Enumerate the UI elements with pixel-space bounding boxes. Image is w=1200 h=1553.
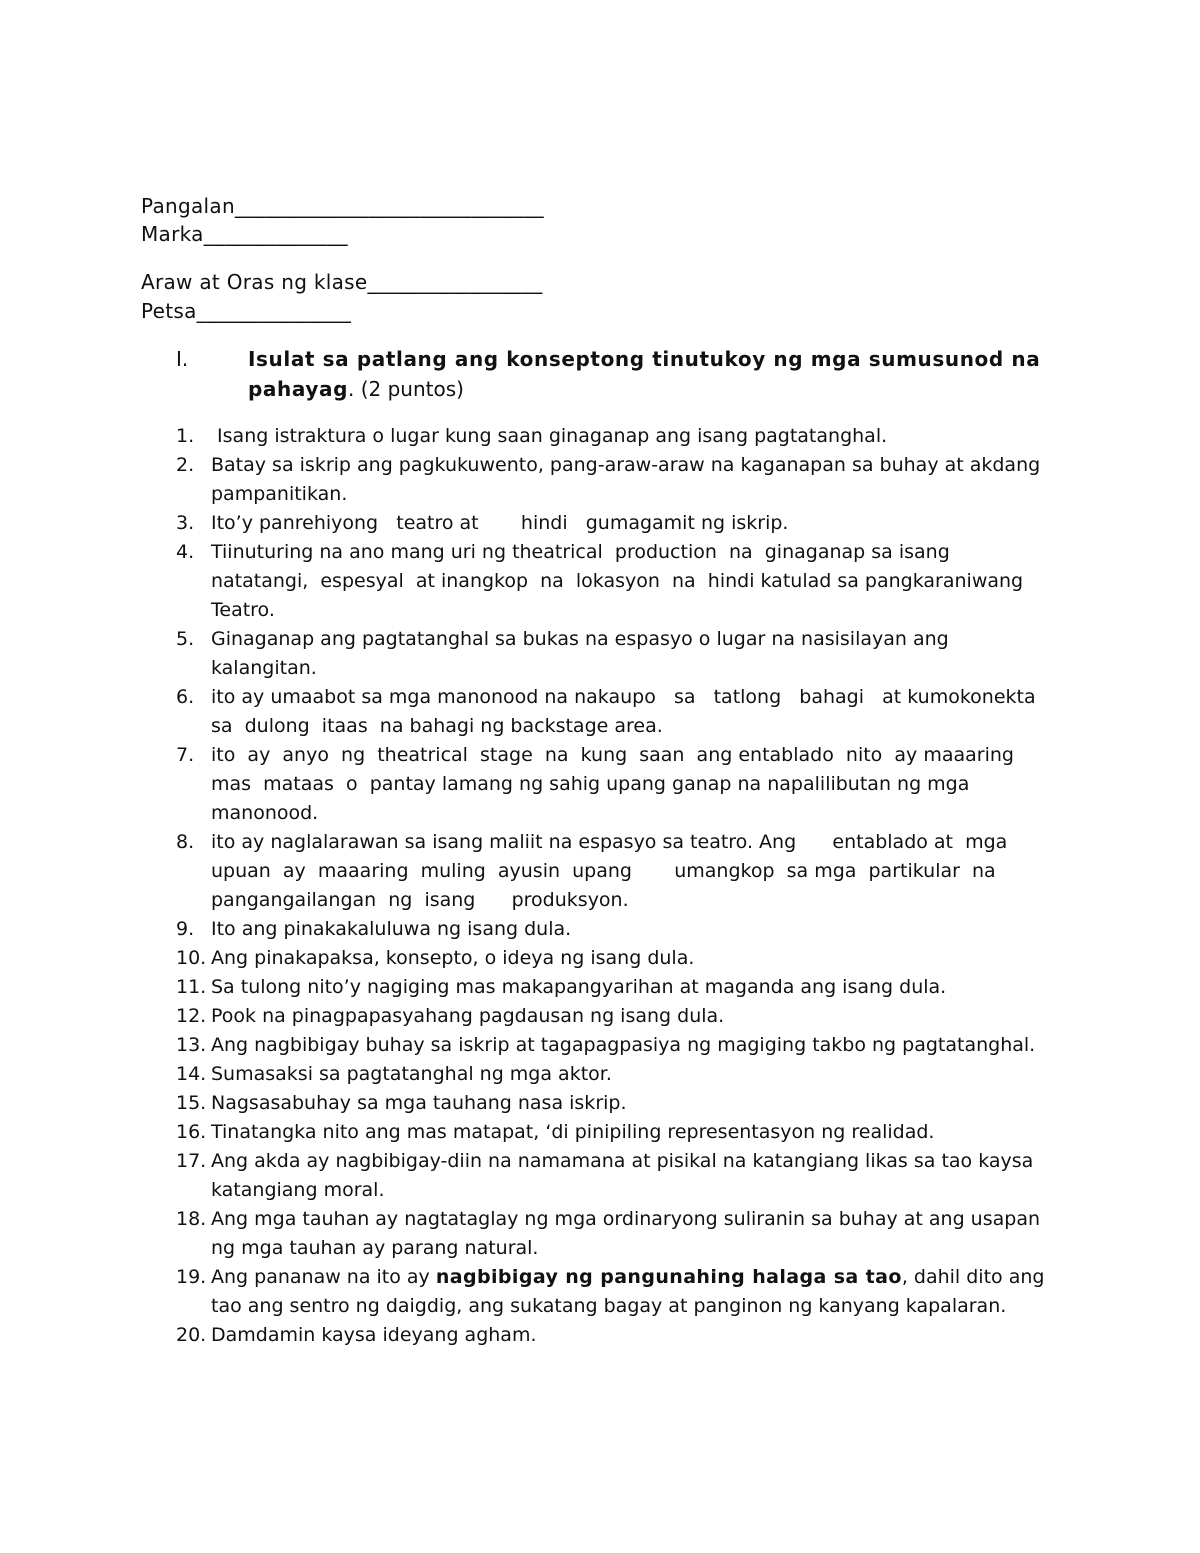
question-list	[176, 422, 1056, 1350]
question-item	[176, 1060, 1056, 1089]
question-number: 12.	[176, 1005, 207, 1027]
question-number: 13.	[176, 1034, 207, 1056]
question-text: ito ay anyo ng theatrical stage na kung saan ang entablado nito ay maaaring mas mataas o pantay lamang ng sahig upang ganap na napalilibutan ng mga manonood.	[211, 744, 1027, 824]
question-item	[176, 1031, 1056, 1060]
question-number: 4.	[176, 541, 195, 563]
question-item	[176, 915, 1056, 944]
section-numeral: I.	[176, 347, 189, 371]
question-number: 19.	[176, 1266, 207, 1288]
question-number: 16.	[176, 1121, 207, 1143]
question-number: 11.	[176, 976, 207, 998]
question-item	[176, 451, 1056, 509]
question-text: Nagsasabuhay sa mga tauhang nasa iskrip.	[211, 1092, 627, 1114]
question-text: Ang nagbibigay buhay sa iskrip at tagapagpasiya ng magiging takbo ng pagtatanghal.	[211, 1034, 1036, 1056]
question-item	[176, 422, 1056, 451]
araw-oras-field: Araw at Oras ng klase_________________	[141, 270, 543, 294]
question-text: ito ay naglalarawan sa isang maliit na espasyo sa teatro. Ang entablado at mga upuan ay maaaring muling ayusin upang umangkop sa mga partikular na pangangailangan ng isang produksyon.	[211, 831, 1020, 911]
question-item	[176, 1147, 1056, 1205]
question-item	[176, 828, 1056, 915]
question-number: 7.	[176, 744, 195, 766]
question-text: Sa tulong nito’y nagiging mas makapangyarihan at maganda ang isang dula.	[211, 976, 947, 998]
question-item	[176, 1205, 1056, 1263]
question-text: Damdamin kaysa ideyang agham.	[211, 1324, 537, 1346]
question-text-bold: nagbibigay ng pangunahing halaga sa tao	[435, 1266, 902, 1288]
question-number: 8.	[176, 831, 195, 853]
question-text: Tiinuturing na ano mang uri ng theatrical production na ginaganap sa isang natatangi, espesyal at inangkop na lokasyon na hindi katulad sa pangkaraniwang Teatro.	[211, 541, 1030, 621]
question-number: 18.	[176, 1208, 207, 1230]
question-text: Tinatangka nito ang mas matapat, ‘di pinipiling representasyon ng realidad.	[211, 1121, 935, 1143]
question-number: 3.	[176, 512, 195, 534]
question-text: Ang akda ay nagbibigay-diin na namamana at pisikal na katangiang likas sa tao kaysa katangiang moral.	[211, 1150, 1040, 1201]
question-text: Ito’y panrehiyong teatro at hindi gumagamit ng iskrip.	[211, 512, 789, 534]
question-number: 14.	[176, 1063, 207, 1085]
question-item	[176, 1089, 1056, 1118]
question-text: Ang mga tauhan ay nagtataglay ng mga ordinaryong suliranin sa buhay at ang usapan ng mga tauhan ay parang natural.	[211, 1208, 1047, 1259]
question-number: 1.	[176, 425, 195, 447]
instruction-bold: Isulat sa patlang ang konseptong tinutukoy ng mga sumusunod na pahayag	[248, 347, 1041, 401]
question-text: Ito ang pinakakaluluwa ng isang dula.	[211, 918, 572, 940]
question-item	[176, 683, 1056, 741]
question-item	[176, 1118, 1056, 1147]
question-text: Ang pinakapaksa, konsepto, o ideya ng isang dula.	[211, 947, 695, 969]
instruction-rest: . (2 puntos)	[347, 377, 464, 401]
question-text: Batay sa iskrip ang pagkukuwento, pang-araw-araw na kaganapan sa buhay at akdang pampanitikan.	[211, 454, 1047, 505]
question-item	[176, 1321, 1056, 1350]
petsa-field: Petsa_______________	[141, 299, 352, 323]
pangalan-field: Pangalan______________________________	[141, 194, 544, 218]
question-text: Pook na pinagpapasyahang pagdausan ng isang dula.	[211, 1005, 725, 1027]
question-text: Ginaganap ang pagtatanghal sa bukas na espasyo o lugar na nasisilayan ang kalangitan.	[211, 628, 955, 679]
section-instruction	[248, 344, 1048, 404]
question-item	[176, 1002, 1056, 1031]
question-text: , dahil dito ang tao ang sentro ng daigdig, ang sukatang bagay at panginon ng kanyang kapalaran.	[211, 1266, 1045, 1317]
question-text: Sumasaksi sa pagtatanghal ng mga aktor.	[211, 1063, 612, 1085]
question-number: 6.	[176, 686, 195, 708]
question-number: 15.	[176, 1092, 207, 1114]
question-number: 9.	[176, 918, 195, 940]
question-number: 20.	[176, 1324, 207, 1346]
question-number: 2.	[176, 454, 195, 476]
marka-field: Marka______________	[141, 222, 348, 246]
question-item	[176, 538, 1056, 625]
question-item	[176, 1263, 1056, 1321]
question-item	[176, 509, 1056, 538]
question-item	[176, 944, 1056, 973]
question-number: 10.	[176, 947, 207, 969]
question-item	[176, 625, 1056, 683]
question-text: Isang istraktura o lugar kung saan ginaganap ang isang pagtatanghal.	[211, 425, 888, 447]
question-item	[176, 973, 1056, 1002]
question-text: Ang pananaw na ito ay	[211, 1266, 436, 1288]
question-item	[176, 741, 1056, 828]
question-text: ito ay umaabot sa mga manonood na nakaupo sa tatlong bahagi at kumokonekta sa dulong itaas na bahagi ng backstage area.	[211, 686, 1048, 737]
question-number: 5.	[176, 628, 195, 650]
question-number: 17.	[176, 1150, 207, 1172]
